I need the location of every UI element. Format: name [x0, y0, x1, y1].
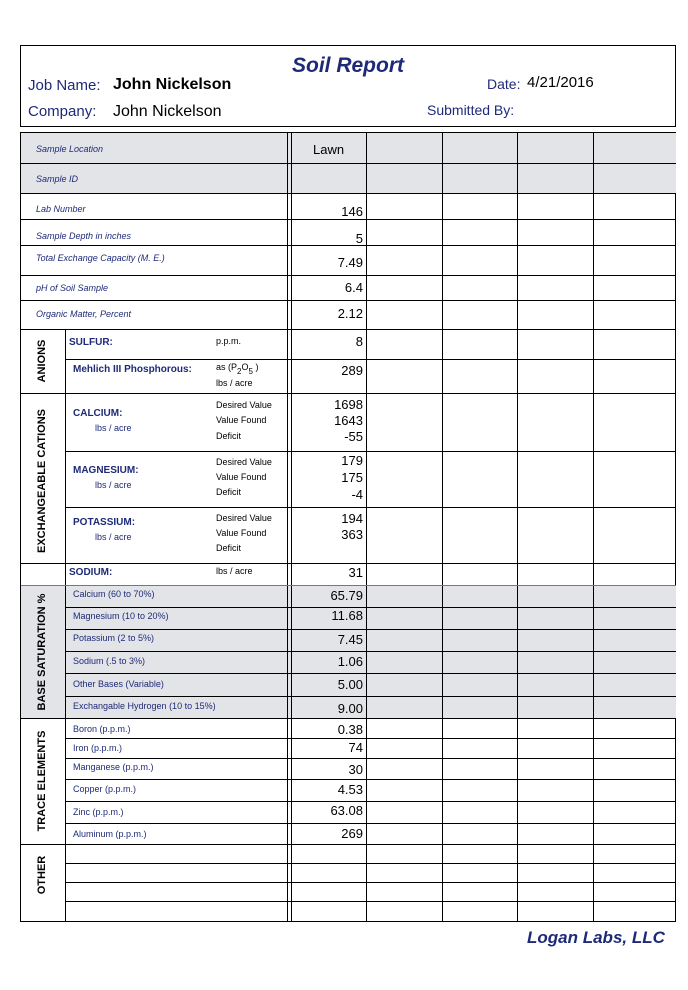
tec-value: 7.49 [337, 255, 363, 270]
boron-label: Boron (p.p.m.) [73, 724, 131, 734]
sulfur-value: 8 [355, 334, 363, 349]
job-name-value: John Nickelson [113, 76, 232, 93]
iron-label: Iron (p.p.m.) [73, 743, 123, 753]
date-value: 4/21/2016 [527, 74, 594, 91]
manganese-value: 30 [348, 762, 363, 777]
sodium-label: SODIUM: [69, 567, 113, 578]
bs-potassium-value: 7.45 [337, 632, 363, 647]
ph-label: pH of Soil Sample [36, 283, 109, 293]
organic-label: Organic Matter, Percent [36, 309, 132, 319]
date-label: Date: [487, 76, 521, 92]
potassium-deficit-label: Deficit [216, 543, 242, 553]
report-title: Soil Report [291, 54, 404, 77]
copper-value: 4.53 [337, 782, 363, 797]
trace-group-label: TRACE ELEMENTS [36, 730, 48, 832]
bs-magnesium-value: 11.68 [331, 608, 363, 623]
bs-calcium-label: Calcium (60 to 70%) [73, 589, 155, 599]
magnesium-found-label: Value Found [216, 472, 267, 482]
tec-label: Total Exchange Capacity (M. E.) [36, 253, 165, 263]
calcium-unit: lbs / acre [95, 423, 132, 433]
phosphorous-unit2: lbs / acre [216, 378, 253, 388]
iron-value: 74 [348, 740, 363, 755]
potassium-found: 363 [341, 527, 363, 542]
bs-other-value: 5.00 [337, 677, 363, 692]
bs-magnesium-label: Magnesium (10 to 20%) [73, 611, 169, 621]
manganese-label: Manganese (p.p.m.) [73, 762, 154, 772]
sample-depth-value: 5 [355, 231, 363, 246]
sodium-unit: lbs / acre [216, 566, 253, 576]
bs-calcium-value: 65.79 [330, 588, 363, 603]
cations-group-label: EXCHANGEABLE CATIONS [36, 408, 48, 554]
calcium-desired-label: Desired Value [216, 400, 272, 410]
aluminum-value: 269 [341, 826, 363, 841]
calcium-deficit-label: Deficit [216, 431, 242, 441]
company-label: Company: [28, 103, 97, 120]
calcium-deficit: -55 [344, 429, 363, 444]
magnesium-desired: 179 [341, 453, 363, 468]
company-value: John Nickelson [113, 103, 222, 120]
sample-depth-label: Sample Depth in inches [36, 231, 132, 241]
zinc-value: 63.08 [330, 803, 363, 818]
sulfur-unit: p.p.m. [216, 336, 242, 346]
magnesium-deficit-label: Deficit [216, 487, 242, 497]
base-saturation-group-label: BASE SATURATION % [36, 593, 48, 711]
organic-value: 2.12 [337, 306, 363, 321]
potassium-unit: lbs / acre [95, 532, 132, 542]
magnesium-desired-label: Desired Value [216, 457, 272, 467]
potassium-label: POTASSIUM: [73, 517, 136, 528]
bs-hydrogen-value: 9.00 [337, 701, 363, 716]
magnesium-found: 175 [341, 470, 363, 485]
lab-number-value: 146 [341, 204, 363, 219]
magnesium-unit: lbs / acre [95, 480, 132, 490]
job-name-label: Job Name: [28, 77, 101, 94]
anions-group-label: ANIONS [36, 339, 48, 383]
phosphorous-value: 289 [341, 363, 363, 378]
copper-label: Copper (p.p.m.) [73, 784, 137, 794]
footer-company: Logan Labs, LLC [527, 928, 665, 947]
calcium-desired: 1698 [334, 397, 363, 412]
potassium-found-label: Value Found [216, 528, 267, 538]
boron-value: 0.38 [337, 722, 363, 737]
bs-sodium-value: 1.06 [337, 654, 363, 669]
submitted-by-label: Submitted By: [427, 102, 515, 118]
ph-value: 6.4 [344, 280, 363, 295]
sample-id-label: Sample ID [36, 174, 79, 184]
bs-other-label: Other Bases (Variable) [73, 679, 164, 689]
aluminum-label: Aluminum (p.p.m.) [73, 829, 147, 839]
calcium-label: CALCIUM: [73, 408, 123, 419]
phosphorous-label: Mehlich III Phosphorous: [73, 364, 192, 375]
sodium-value: 31 [348, 565, 363, 580]
calcium-found-label: Value Found [216, 415, 267, 425]
bs-sodium-label: Sodium (.5 to 3%) [73, 656, 146, 666]
sulfur-label: SULFUR: [69, 337, 113, 348]
magnesium-deficit: -4 [351, 487, 363, 502]
other-group-label: OTHER [36, 855, 48, 895]
zinc-label: Zinc (p.p.m.) [73, 807, 124, 817]
bs-hydrogen-label: Exchangable Hydrogen (10 to 15%) [73, 701, 216, 711]
sample-location-label: Sample Location [36, 144, 104, 154]
calcium-found: 1643 [334, 413, 363, 428]
lab-number-label: Lab Number [36, 204, 86, 214]
magnesium-label: MAGNESIUM: [73, 465, 139, 476]
potassium-desired: 194 [341, 511, 363, 526]
phosphorous-unit: as (P2O5 ) [216, 362, 259, 376]
bs-potassium-label: Potassium (2 to 5%) [73, 633, 155, 643]
potassium-desired-label: Desired Value [216, 513, 272, 523]
sample-location-value: Lawn [313, 142, 345, 157]
